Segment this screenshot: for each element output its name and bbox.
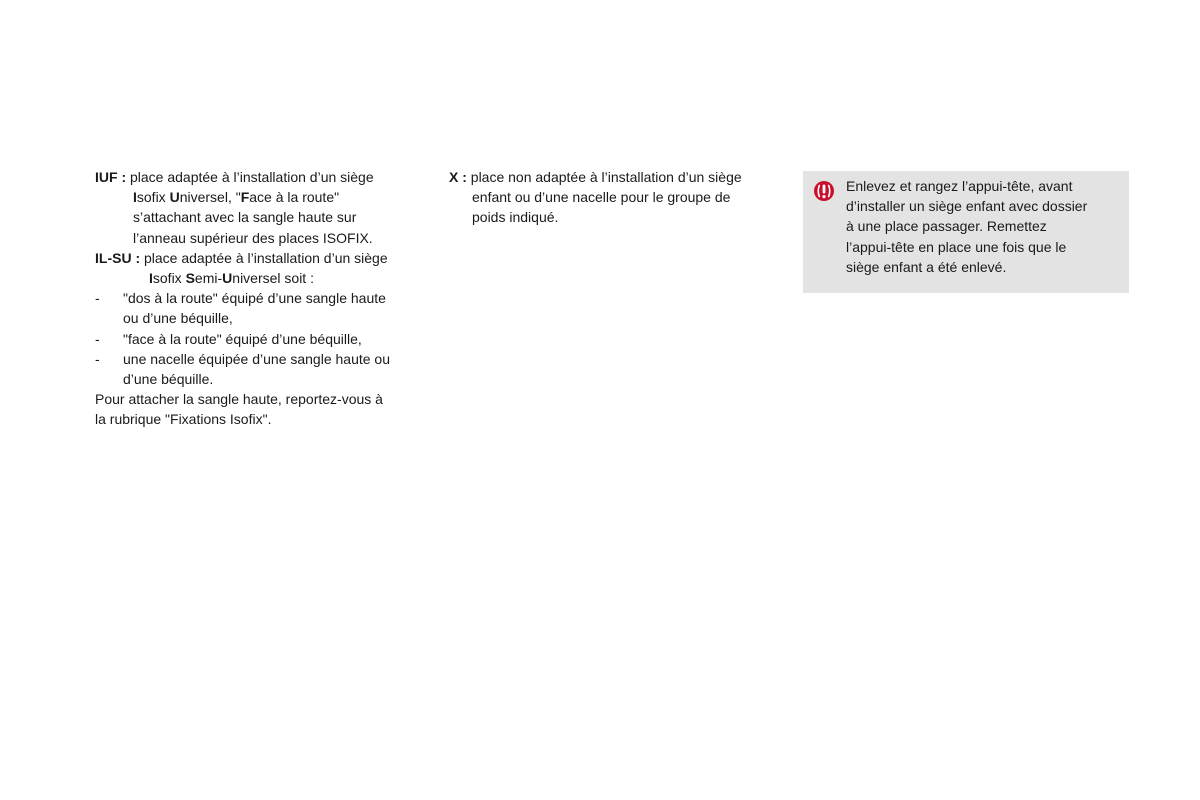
warning-note-text [846,176,1121,277]
ilsu-initial-i: I [149,270,153,287]
ilsu-text: place adaptée à l’installation d’un siège [140,249,388,266]
warning-note-line: à une place passager. Remettez [846,218,1047,235]
ilsu-word-sofix: sofix [152,270,186,287]
list-item-line-1: "dos à la route" équipé d’une sangle haute [123,290,386,307]
list-item-line-2: ou d’une béquille, [123,310,233,327]
ilsu-initial-s: S [185,270,195,287]
list-item [95,288,430,328]
iuf-definition-line-2 [95,187,430,207]
iuf-initial-i: I [133,189,137,206]
ilsu-word-emi: emi- [194,270,223,287]
left-column [95,167,430,430]
warning-note-line: Enlevez et rangez l’appui-tête, avant [846,178,1073,194]
list-item [95,349,430,389]
list-item [95,329,430,349]
ilsu-initial-u: U [222,270,233,287]
ilsu-term: IL-SU : [95,249,141,266]
iuf-definition-line-3: s’attachant avec la sangle haute sur [133,209,357,226]
x-definition-line-2: enfant ou d’une nacelle pour le groupe de [472,189,731,206]
x-term: X : [449,169,467,185]
list-item-line-1: "face à la route" équipé d’une béquille, [123,330,362,347]
iuf-word-niversel: niversel, " [179,189,241,206]
ilsu-definition-line-2 [95,268,430,288]
warning-note-line: siège enfant a été enlevé. [846,258,1007,275]
warning-exclamation-icon [814,181,834,201]
list-item-line-2: d’une béquille. [123,371,214,388]
footer-note-line-2: la rubrique "Fixations Isofix". [95,411,272,428]
bullet-dash: - [95,330,100,347]
iuf-word-sofix: sofix [136,189,170,206]
x-definition-line-1 [449,167,784,187]
iuf-term: IUF : [95,169,127,185]
iuf-initial-f: F [240,189,250,206]
warning-note-box [803,171,1129,293]
warning-note-line: l’appui-tête en place une fois que le [846,238,1067,255]
iuf-text: place adaptée à l’installation d’un siège [126,169,374,185]
iuf-initial-u: U [169,189,180,206]
iuf-definition-line-4: l’anneau supérieur des places ISOFIX. [133,229,373,246]
ilsu-definition-line-1 [95,248,430,268]
ilsu-word-niversel: niversel soit : [232,270,314,287]
footer-note-line-1: Pour attacher la sangle haute, reportez-vous à [95,391,383,408]
middle-column [449,167,784,228]
iuf-word-ace: ace à la route" [249,189,340,206]
x-text: place non adaptée à l’installation d’un siège [466,169,742,185]
bullet-dash: - [95,350,100,367]
warning-note-line: d’installer un siège enfant avec dossier [846,198,1088,215]
x-definition-line-3: poids indiqué. [472,209,559,226]
list-item-line-1: une nacelle équipée d’une sangle haute ou [123,350,391,367]
iuf-definition-line-1 [95,167,430,187]
bullet-dash: - [95,290,100,307]
